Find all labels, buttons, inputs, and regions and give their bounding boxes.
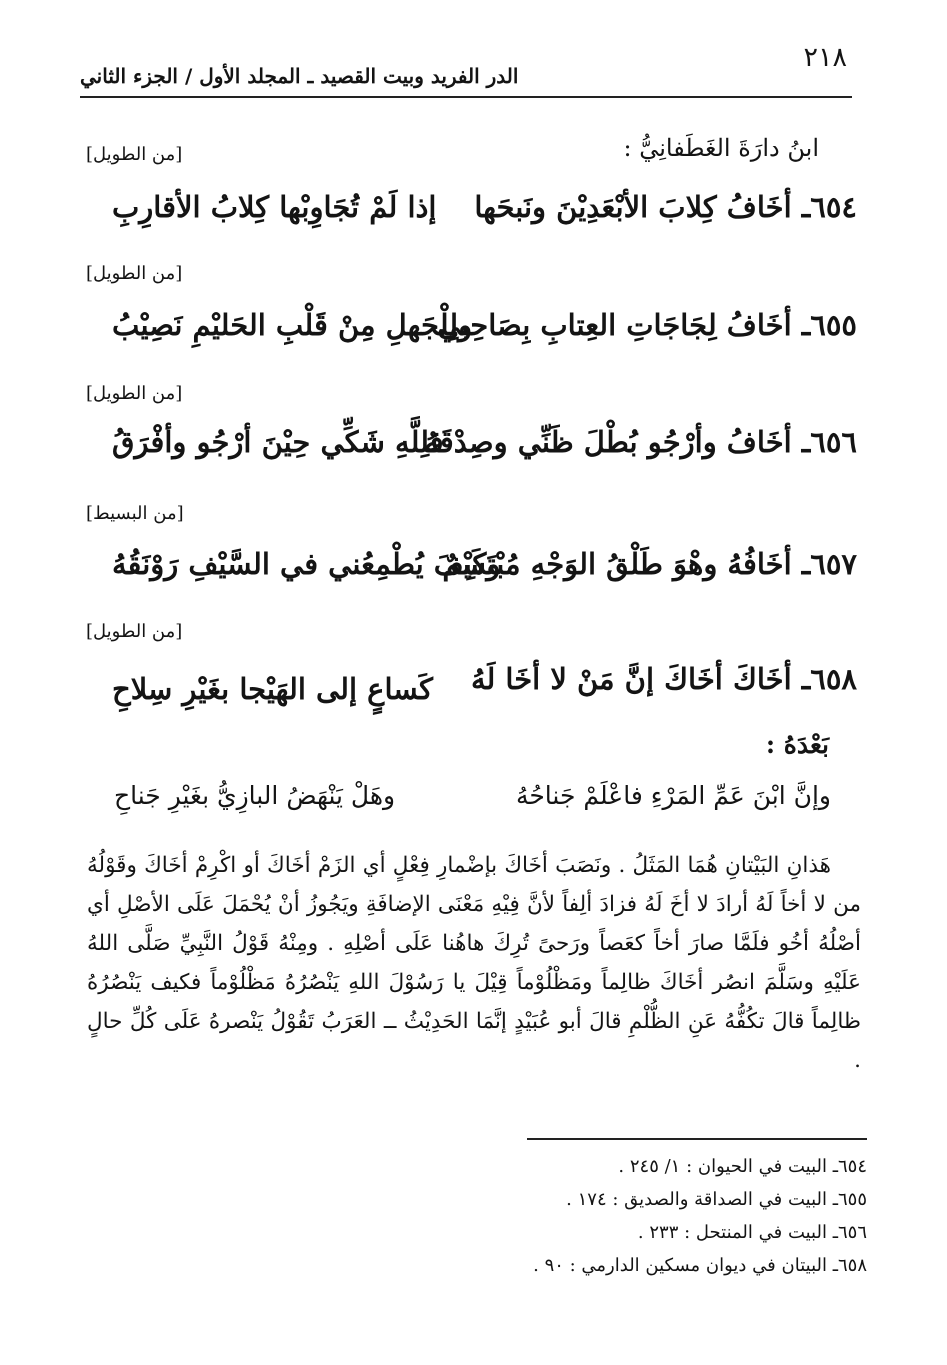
verse-657-meter: [من البسيط] [86, 503, 184, 524]
commentary-paragraph: هَذانِ البَيْتانِ هُمَا المَثَلُ . ونَصَبَ أخَاكَ بإضْمارِ فِعْلٍ أي الزَمْ أخَاكَ أو اكْرِمْ أخَاكَ وقَوْلُهُ من لا أخاً لَهُ أرادَ لا أخَ لَهُ فزادَ ألِفاً لأنَّ فِيْهِ مَعْنَى الإضافَةِ ويَجُوزُ أنْ يُحْمَلَ عَلَى الأصْلِ أي أصْلُهُ أخُو فلَمَّا صارَ أخاً كعَصاً ورَحىً تُرِكَ هاهُنا عَلَى أصْلِهِ . ومِنْهُ قَوْلُ النَّبِيِّ صَلَّى اللهُ عَلَيْهِ وسَلَّمَ انصُر أخَاكَ ظالِماً ومَظْلُوْماً قِيْلَ يا رَسُوْلَ اللهِ يَنْصُرُهُ مَظْلُوْماً فكيف يَنْصُرُهُ ظالِماً قالَ تكُفُّهُ عَنِ الظُّلْمِ قالَ أبو عُبَيْدٍ إنَّمَا الحَدِيْثُ ــ العَرَبُ تَقُوْلُ يَنْصرهُ عَلَى كُلِّ حالٍ . [87, 853, 861, 1073]
footnote-654: ٦٥٤ـ البيت في الحيوان : ١/ ٢٤٥ . [618, 1156, 867, 1177]
after-verse-second-hemistich: وهَلْ يَنْهَضُ البازِيُّ بغَيْرِ جَناحِ [114, 781, 396, 810]
verse-655-first-hemistich: ٦٥٥ـ أخَافُ لِجَاجَاتِ العِتابِ بِصَاحِبي [437, 308, 857, 342]
footnote-658: ٦٥٨ـ البيتان في ديوان مسكين الدارمي : ٩٠ . [533, 1255, 867, 1276]
footnotes-rule [527, 1138, 867, 1140]
footnote-656: ٦٥٦ـ البيت في المنتحل : ٢٣٣ . [637, 1222, 867, 1243]
verse-654-first-hemistich: ٦٥٤ـ أخَافُ كِلابَ الأبْعَدِيْنَ ونَبحَها [474, 190, 857, 224]
poet-intro: ابنُ دارَةَ الغَطَفانِيُّ : [623, 134, 819, 162]
verse-656-second-hemistich: فلِلَّهِ شَكِّي حِيْنَ أرْجُو وأفْرَقُ [112, 425, 444, 459]
verse-655-meter: [من الطويل] [86, 263, 183, 284]
verse-658-second-hemistich: كَساعٍ إلى الهَيْجا بغَيْرِ سِلاحِ [112, 672, 433, 706]
footnote-655: ٦٥٥ـ البيت في الصداقة والصديق : ١٧٤ . [566, 1189, 867, 1210]
verse-658-meter: [من الطويل] [86, 621, 183, 642]
after-verse-first-hemistich: وإنَّ ابْنَ عَمِّ المَرْءِ فاعْلَمْ جَناحُهُ [515, 781, 831, 810]
running-head: الدر الفريد وبيت القصيد ـ المجلد الأول / الجزء الثاني [80, 64, 519, 88]
verse-658-first-hemistich: ٦٥٨ـ أخَاكَ أخَاكَ إنَّ مَنْ لا أخَا لَهُ [470, 662, 857, 696]
verse-654-second-hemistich: إذا لَمْ تُجَاوِبْها كِلابُ الأقارِبِ [112, 190, 437, 224]
verse-657-first-hemistich: ٦٥٧ـ أخَافُهُ وهْوَ طَلْقُ الوَجْهِ مُبْتَسِمٌ [442, 547, 857, 581]
page-number: ٢١٨ [803, 42, 847, 73]
verse-657-second-hemistich: وكَيْفَ يُطْمِعُني في السَّيْفِ رَوْنَقُهُ [112, 547, 501, 581]
verse-656-meter: [من الطويل] [86, 383, 183, 404]
verse-654-meter: [من الطويل] [86, 144, 183, 165]
after-label: بَعْدَهُ : [765, 730, 829, 759]
verse-656-first-hemistich: ٦٥٦ـ أخَافُ وأرْجُو بُطْلَ ظَنِّي وصِدْقَهُ [424, 425, 857, 459]
header-rule [80, 96, 852, 98]
footnotes-list [533, 1158, 867, 1290]
verse-655-second-hemistich: ولِلْجَهلِ مِنْ قَلْبِ الحَليْمِ نَصِيْبُ [112, 308, 473, 342]
